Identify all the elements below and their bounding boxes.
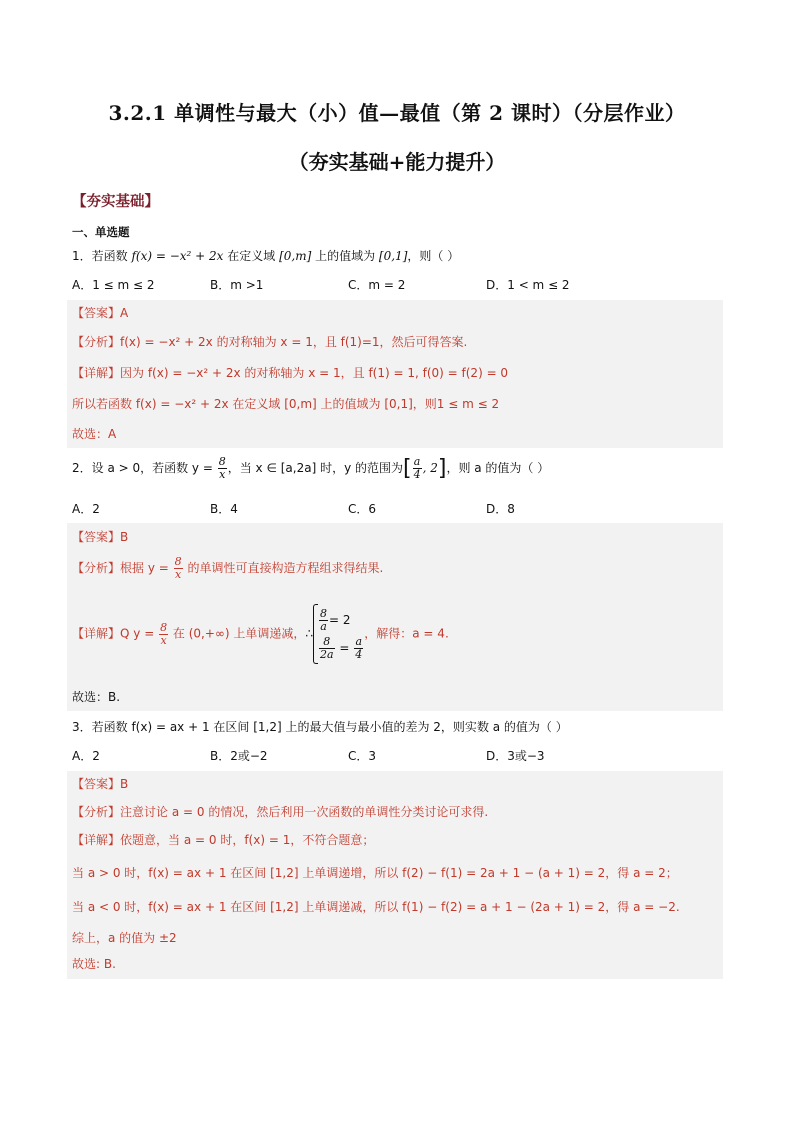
page-title: 3.2.1 单调性与最大（小）值—最值（第 2 课时）（分层作业）	[108, 101, 686, 125]
analysis-3: 【分析】注意讨论 a = 0 的情况，然后利用一次函数的单调性分类讨论可求得.	[72, 805, 489, 819]
option-a: A．2	[72, 749, 100, 763]
detail-3: 【详解】依题意，当 a = 0 时，f(x) = 1，不符合题意；	[72, 833, 375, 847]
detail-3-case1: 当 a > 0 时，f(x) = ax + 1 在区间 [1,2] 上单调递增，所以 f(2) − f(1) = 2a + 1 − (a + 1) = 2，得 a = 2；	[72, 866, 678, 880]
option-a: A．1 ≤ m ≤ 2	[72, 278, 155, 292]
option-d: D．1 < m ≤ 2	[486, 278, 570, 292]
option-b: B．2或−2	[210, 749, 268, 763]
detail-1-line2: 所以若函数 f(x) = −x² + 2x 在定义域 [0,m] 上的值域为 [0,1]，则1 ≤ m ≤ 2	[72, 397, 500, 411]
choose-2: 故选：B.	[72, 690, 121, 704]
question-1-stem: 1．若函数 f(x) = −x² + 2x 在定义域 [0,m] 上的值域为 [0,1]，则（ ）	[72, 249, 460, 263]
choose-3: 故选: B.	[72, 957, 116, 971]
question-3-options	[72, 747, 632, 764]
question-2-options	[72, 500, 632, 517]
detail-3-case2: 当 a < 0 时，f(x) = ax + 1 在区间 [1,2] 上单调递减，所以 f(1) − f(2) = a + 1 − (2a + 1) = 2，得 a = −2.	[72, 900, 680, 914]
analysis-2: 【分析】根据 y = $\frac{8}{x}$ 的单调性可直接构造方程组求得结果.	[72, 555, 384, 581]
option-c: C．6	[348, 502, 377, 516]
option-b: B．m >1	[210, 278, 264, 292]
detail-2: 【详解】Q y = $\frac{8}{x}$ 在 (0,+∞) 上单调递减，∴ $\frac{8}{a}$ = 2 $\frac{8}{2a}$ = $\frac{a}{4}$ ，解得：a = 4.	[72, 604, 449, 664]
section-heading: 【夯实基础】	[72, 194, 159, 210]
subsection-heading: 一、单选题	[72, 225, 130, 239]
option-c: C．3	[348, 749, 377, 763]
option-d: D．3或−3	[486, 749, 545, 763]
question-3-stem: 3．若函数 f(x) = ax + 1 在区间 [1,2] 上的最大值与最小值的差为 2，则实数 a 的值为（ ）	[72, 720, 568, 734]
answer-3: 【答案】B	[72, 777, 129, 791]
question-1-options	[72, 276, 632, 293]
answer-2: 【答案】B	[72, 530, 129, 544]
answer-1: 【答案】A	[72, 306, 129, 320]
page-subtitle: （夯实基础+能力提升）	[288, 150, 506, 174]
option-d: D．8	[486, 502, 515, 516]
choose-1: 故选：A	[72, 427, 117, 441]
analysis-1: 【分析】f(x) = −x² + 2x 的对称轴为 x = 1，且 f(1)=1，然后可得答案.	[72, 335, 468, 349]
option-c: C．m = 2	[348, 278, 406, 292]
option-a: A．2	[72, 502, 100, 516]
option-b: B．4	[210, 502, 238, 516]
question-2-stem: 2．设 a > 0，若函数 y = $\frac{8}{x}$ ，当 x ∈ [a,2a] 时，y 的范围为[ $\frac{a}{4}$ , 2]，则 a 的值为（ ）	[72, 455, 550, 481]
detail-1: 【详解】因为 f(x) = −x² + 2x 的对称轴为 x = 1，且 f(1) = 1, f(0) = f(2) = 0	[72, 366, 509, 380]
summary-3: 综上，a 的值为 ±2	[72, 931, 177, 945]
